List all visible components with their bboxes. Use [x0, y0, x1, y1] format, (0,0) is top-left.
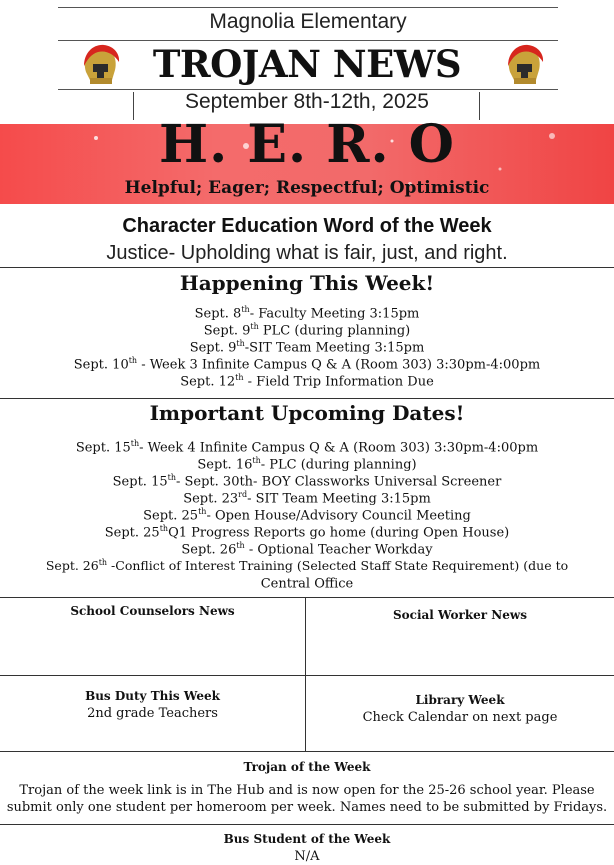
character-ed-word: Justice- Upholding what is fair, just, and right.	[106, 242, 508, 264]
upcoming-event: Sept. 15th- Week 4 Infinite Campus Q & A (Room 303) 3:30pm-4:00pm	[75, 439, 539, 456]
happening-event: Sept. 10th - Week 3 Infinite Campus Q & A (Room 303) 3:30pm-4:00pm	[73, 356, 541, 373]
header-mid-rule	[58, 40, 558, 41]
happening-event: Sept. 9th-SIT Team Meeting 3:15pm	[189, 339, 425, 356]
section-divider-6	[0, 824, 614, 825]
newsletter-dates: September 8th-12th, 2025	[184, 90, 429, 113]
bus-duty-title: Bus Duty This Week	[85, 689, 220, 703]
upcoming-event: Central Office	[260, 576, 354, 592]
hero-meaning: Helpful; Eager; Respectful; Optimistic	[124, 178, 490, 198]
trojan-of-week-line2: submit only one student per homeroom per week. Names need to be submitted by Fridays.	[6, 800, 608, 815]
upcoming-title: Important Upcoming Dates!	[149, 401, 465, 425]
upcoming-event: Sept. 25th- Open House/Advisory Council Meeting	[143, 507, 471, 524]
trojan-helmet-right-icon	[502, 42, 546, 88]
trojan-of-week-title: Trojan of the Week	[243, 760, 371, 774]
upcoming-event: Sept. 23rd- SIT Team Meeting 3:15pm	[183, 490, 431, 507]
section-divider-4	[0, 675, 614, 676]
upcoming-event: Sept. 26th - Optional Teacher Workday	[181, 541, 433, 558]
social-worker-news-title: Social Worker News	[392, 608, 527, 622]
upcoming-event: Sept. 16th- PLC (during planning)	[197, 456, 417, 473]
school-name: Magnolia Elementary	[209, 10, 407, 33]
bus-student-title: Bus Student of the Week	[223, 832, 391, 846]
section-divider-2	[0, 398, 614, 399]
bus-student-value: N/A	[294, 849, 320, 864]
happening-title: Happening This Week!	[179, 271, 435, 295]
happening-event: Sept. 9th PLC (during planning)	[203, 322, 411, 339]
header-top-rule	[58, 7, 558, 8]
counselors-news-title: School Counselors News	[70, 604, 235, 618]
happening-event: Sept. 12th - Field Trip Information Due	[180, 373, 434, 390]
newsletter-title: TROJAN NEWS	[152, 42, 462, 86]
character-ed-title: Character Education Word of the Week	[122, 215, 492, 237]
trojan-of-week-line1: Trojan of the week link is in The Hub and is now open for the 25-26 school year. Please	[19, 783, 595, 798]
section-divider-1	[0, 267, 614, 268]
library-week-text: Check Calendar on next page	[362, 710, 558, 725]
section-divider-5	[0, 751, 614, 752]
upcoming-event: Sept. 15th- Sept. 30th- BOY Classworks Universal Screener	[112, 473, 502, 490]
upcoming-event: Sept. 26th -Conflict of Interest Training (Selected Staff State Requirement) (due to	[45, 558, 569, 574]
bus-duty-text: 2nd grade Teachers	[87, 706, 218, 721]
section-divider-3	[0, 597, 614, 598]
hero-acronym: H. E. R. O	[159, 114, 455, 175]
library-week-title: Library Week	[415, 693, 505, 707]
trojan-helmet-left-icon	[78, 42, 122, 88]
upcoming-event: Sept. 25thQ1 Progress Reports go home (during Open House)	[104, 524, 510, 541]
happening-event: Sept. 8th- Faculty Meeting 3:15pm	[194, 305, 420, 322]
